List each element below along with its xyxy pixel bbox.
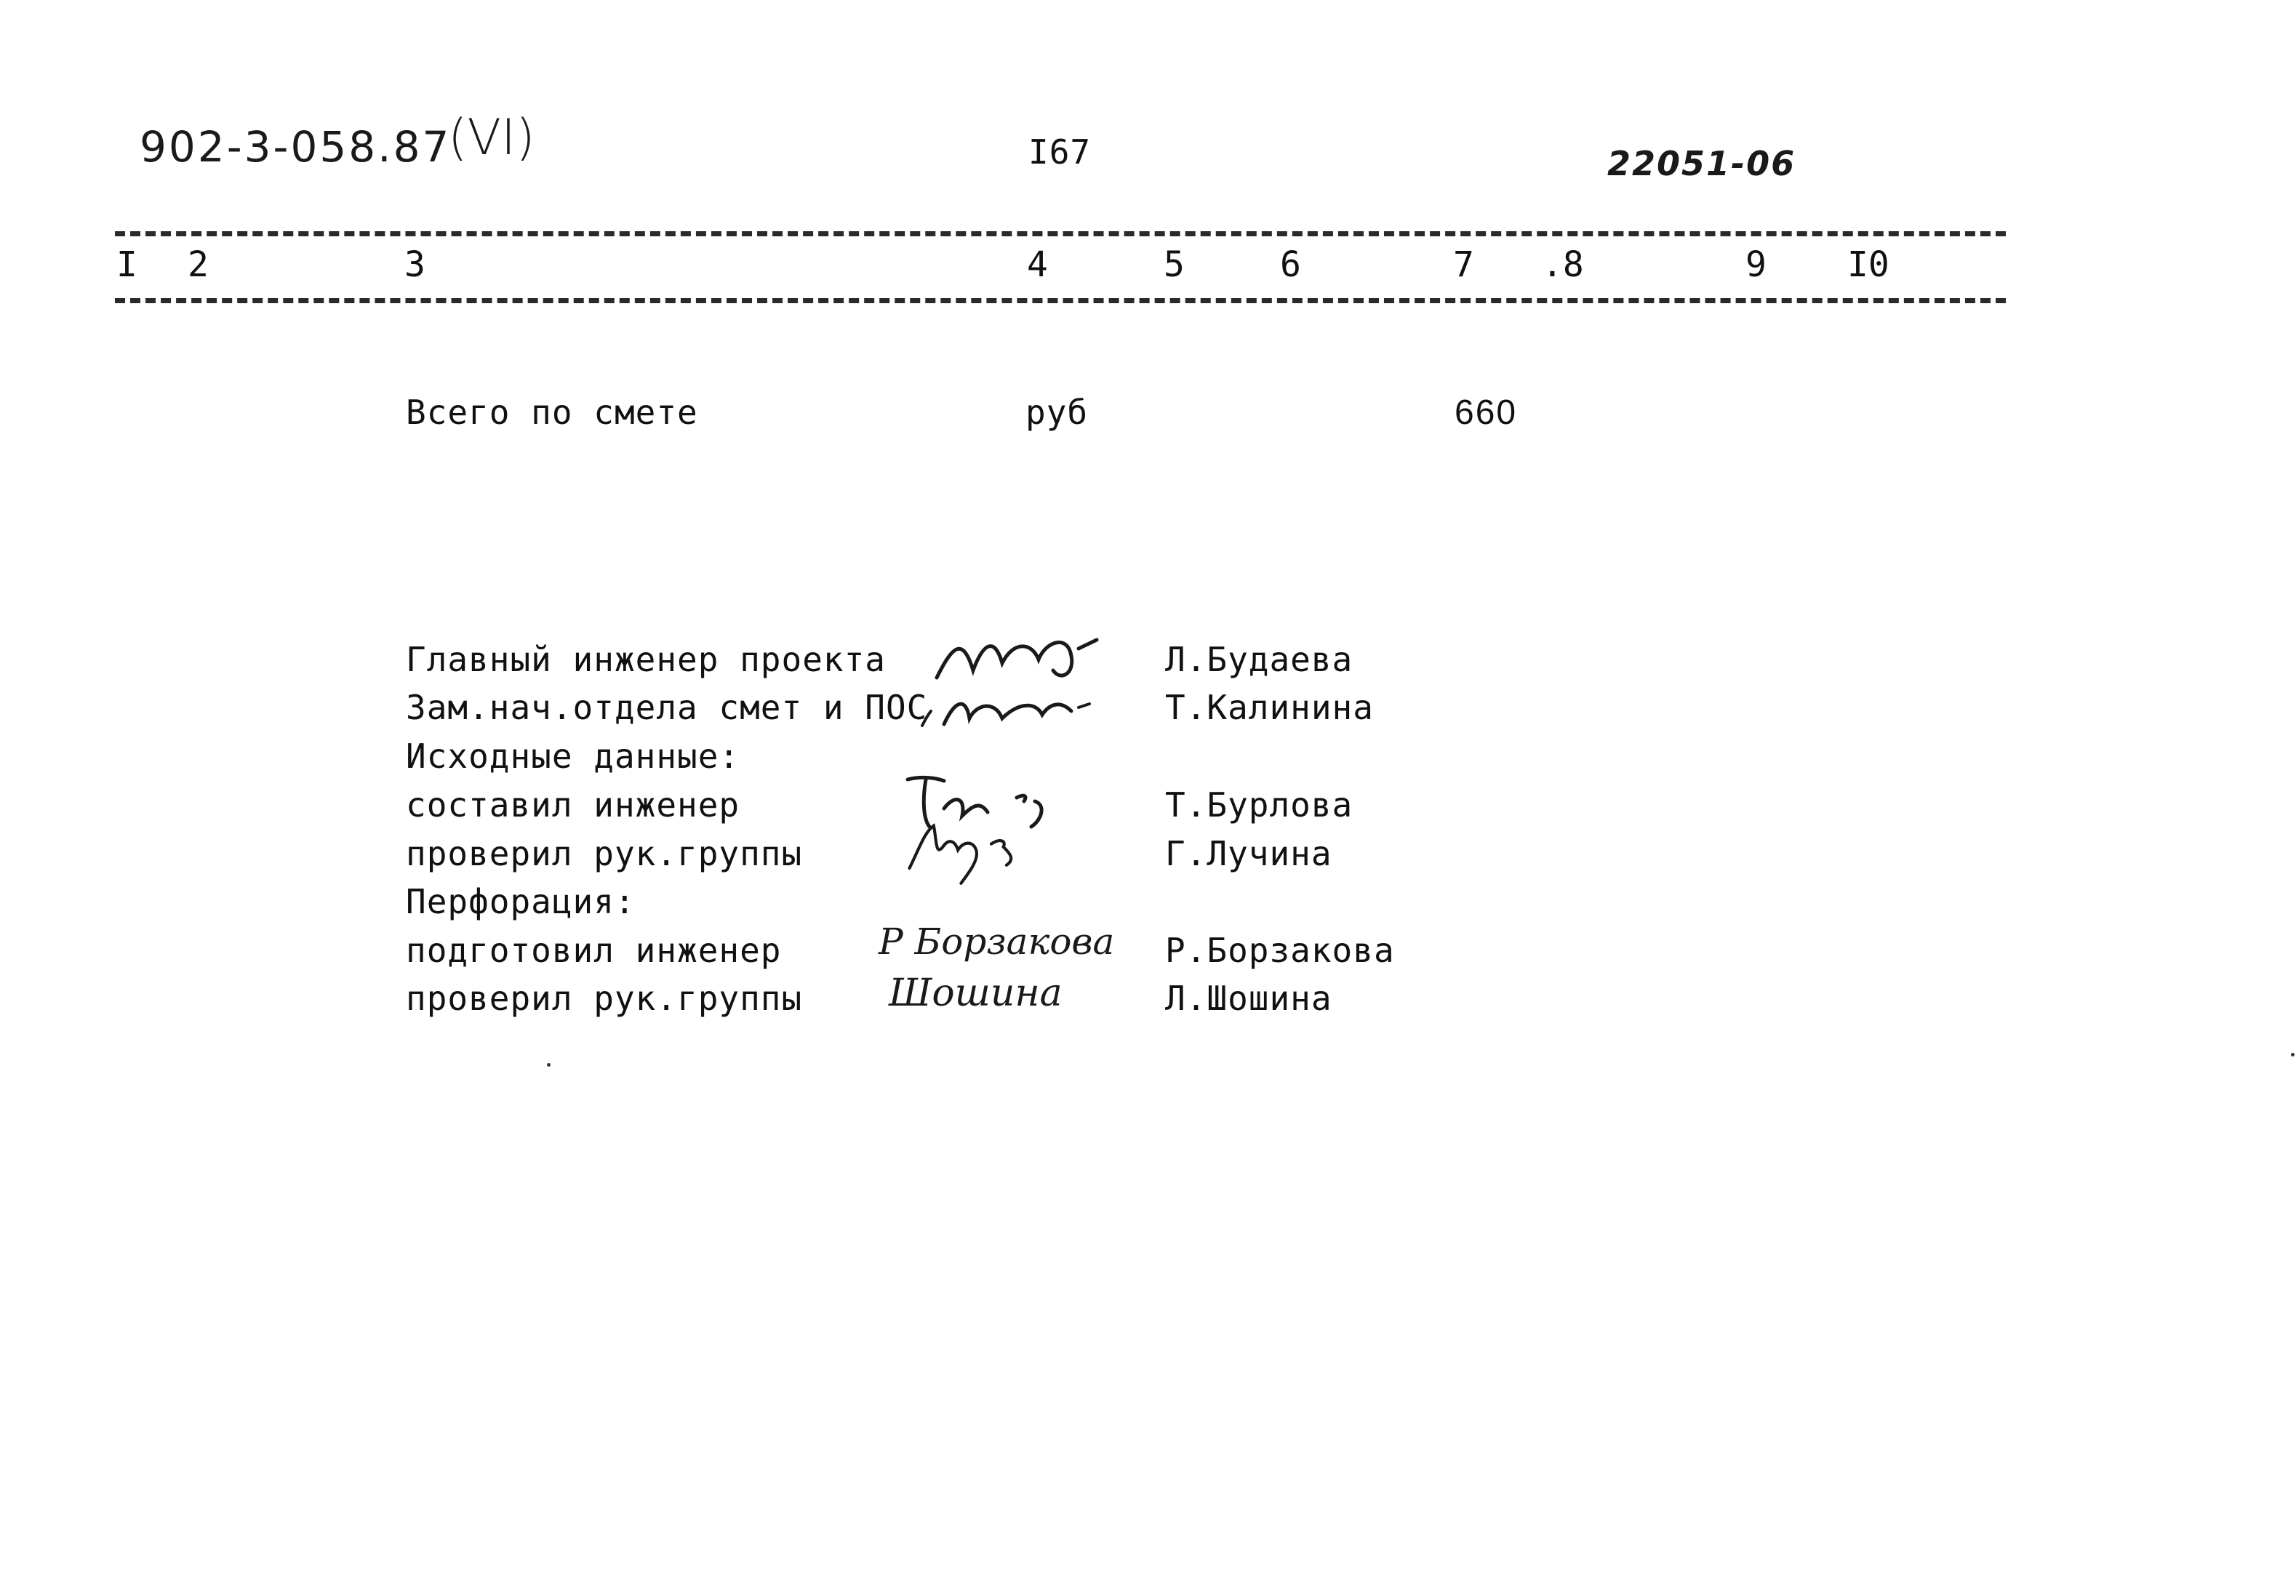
section-heading: Исходные данные: bbox=[406, 737, 740, 776]
signature-role: Главный инженер проекта bbox=[406, 640, 886, 679]
total-value: 660 bbox=[1455, 393, 1518, 432]
column-number: 4 bbox=[1027, 244, 1048, 285]
signature-row bbox=[406, 971, 1497, 1025]
column-number: 7 bbox=[1453, 244, 1474, 285]
signatory-name: Л.Будаева bbox=[1165, 640, 1353, 679]
signature-role: проверил рук.группы bbox=[406, 979, 803, 1018]
column-number: 6 bbox=[1280, 244, 1301, 285]
column-number: 2 bbox=[188, 244, 209, 285]
signatory-name: Т.Бурлова bbox=[1165, 785, 1353, 825]
column-number: .8 bbox=[1542, 244, 1584, 285]
signature-role: Зам.нач.отдела смет и ПОС bbox=[406, 688, 928, 727]
column-number: 9 bbox=[1745, 244, 1767, 285]
signatory-name: Р.Борзакова bbox=[1165, 931, 1395, 970]
section-heading: Перфорация: bbox=[406, 882, 636, 921]
column-number: I bbox=[116, 244, 137, 285]
signature-role: подготовил инженер bbox=[406, 931, 782, 970]
handwritten-signature bbox=[915, 667, 1177, 740]
table-header-bottom-rule bbox=[115, 298, 2006, 303]
signature-row bbox=[406, 921, 1497, 977]
signature-role: составил инженер bbox=[406, 785, 740, 825]
table-header-top-rule bbox=[115, 231, 2006, 236]
page-number: I67 bbox=[1028, 132, 1092, 172]
sheet-mark: (VI) bbox=[448, 109, 535, 167]
total-unit: руб bbox=[1025, 393, 1089, 432]
signature-row bbox=[406, 834, 1497, 881]
scan-speck bbox=[547, 1063, 551, 1067]
scan-speck bbox=[2291, 1053, 2295, 1056]
signature-role: проверил рук.группы bbox=[406, 834, 803, 873]
signature-row bbox=[406, 688, 1497, 734]
total-label: Всего по смете bbox=[406, 393, 698, 432]
handwritten-signature bbox=[879, 814, 1140, 886]
column-number: 5 bbox=[1164, 244, 1185, 285]
column-number: I0 bbox=[1847, 244, 1889, 285]
archive-number: 22051-06 bbox=[1607, 144, 1796, 183]
signatory-name: Т.Калинина bbox=[1165, 688, 1374, 727]
document-code: 902-3-058.87 bbox=[140, 122, 452, 172]
signatory-name: Г.Лучина bbox=[1165, 834, 1332, 873]
column-number: 3 bbox=[404, 244, 425, 285]
handwritten-signature: Шошина bbox=[889, 971, 1063, 1015]
signatory-name: Л.Шошина bbox=[1165, 979, 1332, 1018]
handwritten-signature: Р Борзакова bbox=[879, 921, 1115, 963]
